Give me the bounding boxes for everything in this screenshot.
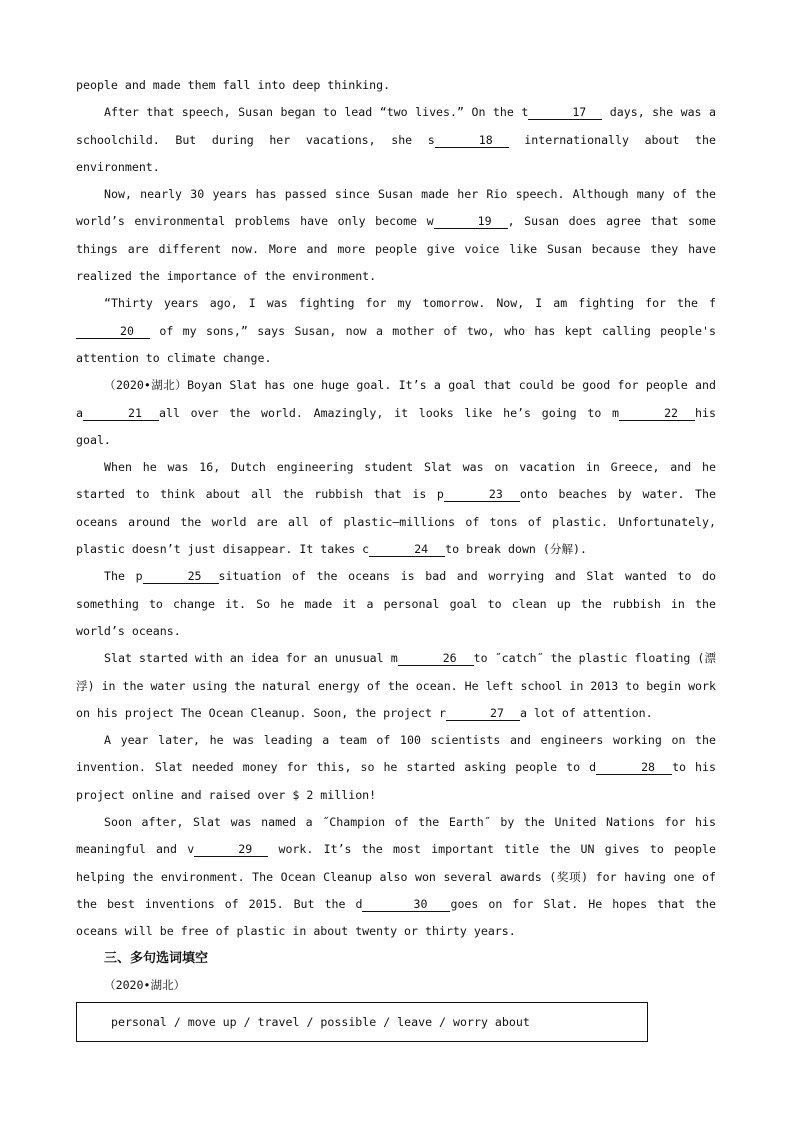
blank-19[interactable]: 19 (434, 214, 508, 229)
text-segment: to ˝catch˝ the plastic floating (漂浮) in the water using the natural energy of the ocean. He left school in 2013 to begin work on his project The Ocean Cleanup. Soon, the project r (76, 651, 716, 720)
document-page (76, 72, 716, 1042)
blank-18[interactable]: 18 (435, 133, 509, 148)
blank-17[interactable]: 17 (528, 105, 602, 120)
blank-26[interactable]: 26 (398, 651, 474, 666)
section-title: 三、多句选词填空 (104, 950, 209, 966)
text-segment: goes on for Slat. He hopes that the oceans will be free of plastic in about twenty or thirty years. (76, 896, 716, 939)
paragraph-1 (76, 99, 716, 181)
paragraph-7 (76, 645, 716, 727)
paragraph-3 (76, 290, 716, 372)
blank-24[interactable]: 24 (369, 542, 445, 557)
text-segment: After that speech, Susan began to lead “two lives.” On the t (104, 105, 529, 120)
text-segment: onto beaches by water. The oceans around the world are all of plastic—millions of tons of plastic. Unfortunately, plastic doesn’t just disappear. It takes c (76, 487, 716, 557)
text-segment: people and made them fall into deep thinking. (76, 78, 391, 92)
text-segment: When he was 16, Dutch engineering student Slat was on vacation in Greece, and he started to think about all the rubbish that is p (76, 460, 716, 502)
blank-25[interactable]: 25 (143, 569, 219, 584)
paragraph-5 (76, 454, 716, 563)
text-segment: all over the world. Amazingly, it looks like he’s going to m (158, 405, 620, 420)
word-box-text: personal / move up / travel / possible / leave / worry about (111, 1014, 530, 1029)
paragraph-2 (76, 181, 716, 290)
section-source: （2020•湖北） (104, 977, 186, 992)
text-segment: a lot of attention. (519, 705, 653, 720)
text-segment: A year later, he was leading a team of 100 scientists and engineers working on the invention. Slat needed money for this, so he started asking people to d (76, 733, 716, 775)
blank-29[interactable]: 29 (194, 842, 268, 857)
text-segment: of my sons,” says Susan, now a mother of two, who has kept calling people's attention to climate change. (76, 323, 716, 365)
text-segment: his goal. (76, 405, 716, 447)
blank-28[interactable]: 28 (596, 760, 672, 775)
text-segment: situation of the oceans is bad and worrying and Slat wanted to do something to change it. So he made it a personal goal to clean up the rubbish in the world’s oceans. (76, 569, 716, 638)
blank-23[interactable]: 23 (444, 487, 520, 502)
text-segment: to his project online and raised over $ 2 million! (76, 760, 716, 802)
text-segment: , Susan does agree that some things are different now. More and more people give voice like Susan because they have realized the importance of the environment. (76, 214, 716, 284)
paragraph-9 (76, 809, 716, 945)
paragraph-4 (76, 372, 716, 454)
text-segment: internationally about the environment. (76, 132, 716, 174)
paragraph-8 (76, 727, 716, 809)
text-segment: Now, nearly 30 years has passed since Susan made her Rio speech. Although many of the world’s environmental problems have only become w (76, 187, 716, 229)
blank-21[interactable]: 21 (83, 406, 159, 421)
text-segment: Soon after, Slat was named a ˝Champion of the Earth˝ by the United Nations for his meaningful and v (76, 815, 716, 857)
text-segment: days, she was a schoolchild. But during her vacations, she s (76, 105, 716, 147)
blank-27[interactable]: 27 (446, 706, 520, 721)
text-segment: （2020•湖北）Boyan Slat has one huge goal. It’s a goal that could be good for people and a (76, 378, 716, 420)
text-segment: to break down (分解). (445, 542, 588, 557)
blank-22[interactable]: 22 (619, 406, 695, 421)
blank-30[interactable]: 30 (362, 897, 450, 912)
passage (76, 72, 716, 946)
blank-20[interactable]: 20 (76, 324, 150, 339)
text-segment: “Thirty years ago, I was fighting for my tomorrow. Now, I am fighting for the f (104, 296, 716, 311)
paragraph-6 (76, 563, 716, 645)
word-box (76, 1002, 648, 1042)
text-segment: work. It’s the most important title the UN gives to people helping the environment. The Ocean Cleanup also won several awards (奖项) for having one of the best inventions of 2015. But the d (76, 842, 716, 911)
paragraph-0 (76, 72, 716, 99)
text-segment: Slat started with an idea for an unusual m (104, 651, 398, 666)
text-segment: The p (104, 569, 143, 584)
